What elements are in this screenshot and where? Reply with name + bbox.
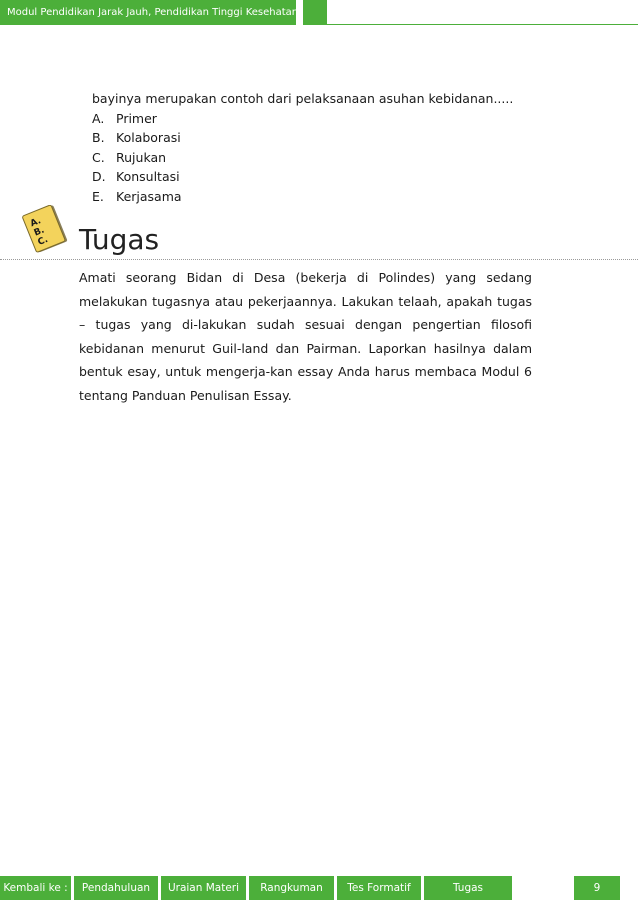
nav-link-uraian-materi[interactable]: Uraian Materi xyxy=(161,876,246,900)
option-e xyxy=(92,187,513,207)
nav-link-pendahuluan[interactable]: Pendahuluan xyxy=(74,876,158,900)
assignment-notepad-icon xyxy=(22,205,72,255)
nav-link-tugas[interactable]: Tugas xyxy=(424,876,512,900)
option-text: Konsultasi xyxy=(116,169,180,184)
option-letter: C. xyxy=(92,149,105,165)
header-rule xyxy=(303,24,638,25)
option-a xyxy=(92,109,513,129)
icon-letter-a: A. xyxy=(28,216,43,230)
footer-gap xyxy=(512,876,574,900)
back-label: Kembali ke : xyxy=(0,876,71,900)
nav-link-rangkuman[interactable]: Rangkuman xyxy=(249,876,334,900)
question-block xyxy=(92,89,513,206)
header-title: Modul Pendidikan Jarak Jauh, Pendidikan Tinggi Kesehatan xyxy=(0,0,296,25)
option-d xyxy=(92,167,513,187)
header-accent-block xyxy=(303,0,327,25)
option-letter: D. xyxy=(92,169,106,184)
option-b xyxy=(92,128,513,148)
nav-link-tes-formatif[interactable]: Tes Formatif xyxy=(337,876,421,900)
option-text: Kolaborasi xyxy=(116,130,181,145)
question-stem: bayinya merupakan contoh dari pelaksanaan asuhan kebidanan..... xyxy=(92,91,514,106)
option-text: Primer xyxy=(116,110,157,126)
option-c xyxy=(92,148,513,168)
section-title: Tugas xyxy=(79,223,160,256)
option-text: Rujukan xyxy=(116,149,167,165)
option-letter: E. xyxy=(92,188,104,204)
footer-nav xyxy=(0,876,638,900)
icon-letter-b: B. xyxy=(32,225,46,239)
option-text: Kerjasama xyxy=(116,188,182,204)
icon-letter-c: C. xyxy=(36,234,50,248)
option-letter: A. xyxy=(92,110,105,126)
option-letter: B. xyxy=(92,130,105,145)
page-number: 9 xyxy=(574,876,620,900)
assignment-text: Amati seorang Bidan di Desa (bekerja di Polindes) yang sedang melakukan tugasnya atau pekerjaannya. Lakukan telaah, apakah tugas – tugas yang di-lakukan sudah sesuai dengan pengertian filosofi kebidanan menurut Guil-land dan Pairman. Laporkan hasilnya dalam bentuk esay, untuk mengerja-kan essay Anda harus membaca Modul 6 tentang Panduan Penulisan Essay. xyxy=(79,270,532,403)
section-divider xyxy=(0,259,638,260)
